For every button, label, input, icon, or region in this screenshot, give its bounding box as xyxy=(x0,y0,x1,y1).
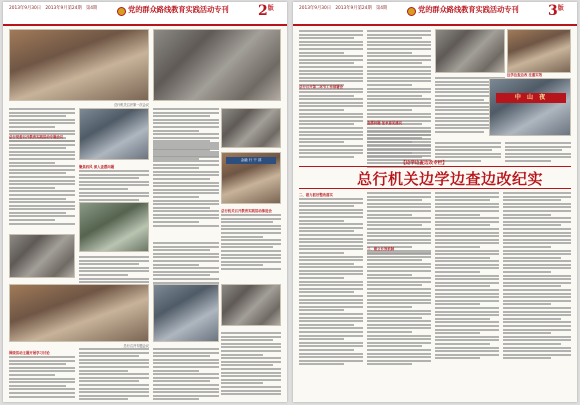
text-column xyxy=(505,142,571,164)
newspaper-page-3 xyxy=(293,2,577,402)
meeting-photo xyxy=(221,108,281,148)
meeting-photo xyxy=(9,29,149,101)
meeting-photo xyxy=(221,284,281,326)
section-headline: 总行机关召开教育实践活动推进会 xyxy=(221,209,272,213)
meeting-photo xyxy=(9,284,149,342)
text-column xyxy=(435,192,499,361)
section-headline: 围绕活动主题开展学习讨论 xyxy=(9,351,50,355)
text-column xyxy=(153,348,219,402)
photo-caption: 总行召开专题会议 xyxy=(123,344,149,348)
section-headline: 边学边查边改 注重实效 xyxy=(507,73,543,77)
section-headline: 查摆问题 征求意见建议 xyxy=(367,121,403,125)
meeting-photo xyxy=(79,202,149,252)
text-column xyxy=(367,252,431,367)
special-issue-title: 党的群众路线教育实践活动专刊 xyxy=(418,5,519,14)
section-headline: 总行党委召开教育实践活动专题会议 xyxy=(9,135,64,139)
text-column xyxy=(9,356,75,399)
text-column xyxy=(153,142,219,228)
text-column xyxy=(299,30,363,159)
section-headline: 聚焦四风 深入查摆问题 xyxy=(79,165,115,169)
page-header xyxy=(3,2,287,26)
issue-date: 2013年9月30日 2013年9月第24期 第4期 xyxy=(9,6,98,11)
party-emblem-icon xyxy=(117,7,126,16)
meeting-photo xyxy=(489,78,571,136)
text-column xyxy=(79,348,149,402)
text-column xyxy=(221,332,281,397)
page-number: $2^版$ xyxy=(258,3,274,19)
meeting-photo xyxy=(507,29,571,73)
text-column xyxy=(503,192,571,361)
banner-sign: 金融 行 干 部 xyxy=(226,157,276,164)
page-header xyxy=(293,2,577,26)
meeting-photo xyxy=(153,284,219,342)
issue-date: 2013年9月30日 2013年9月第24期 第4期 xyxy=(299,6,388,11)
feature-title: 总行机关边学边查边改纪实 xyxy=(357,170,544,188)
meeting-photo xyxy=(435,29,505,73)
divider xyxy=(299,188,571,189)
section-headline: 三、建立长效机制 xyxy=(367,247,395,251)
party-emblem-icon xyxy=(407,7,416,16)
meeting-photo xyxy=(153,29,281,101)
divider xyxy=(299,166,571,167)
special-issue-title: 党的群众路线教育实践活动专刊 xyxy=(128,5,229,14)
text-column xyxy=(9,140,75,226)
text-column xyxy=(299,198,363,367)
column-label: 【边学边查边改专栏】 xyxy=(401,161,447,166)
section-headline: 二、着力抓好整改落实 xyxy=(299,193,333,197)
photo-caption: 总行机关召开第一次会议 xyxy=(113,103,149,107)
meeting-photo xyxy=(221,152,281,204)
meeting-photo xyxy=(79,108,149,160)
newspaper-page-2 xyxy=(3,2,287,402)
section-headline: 总行召开第二环节工作部署会 xyxy=(299,85,344,89)
page-number: $3^版$ xyxy=(548,3,564,19)
text-column xyxy=(221,214,281,272)
meeting-photo xyxy=(9,234,75,278)
banner-sign: 中 山 夜 xyxy=(496,93,566,103)
